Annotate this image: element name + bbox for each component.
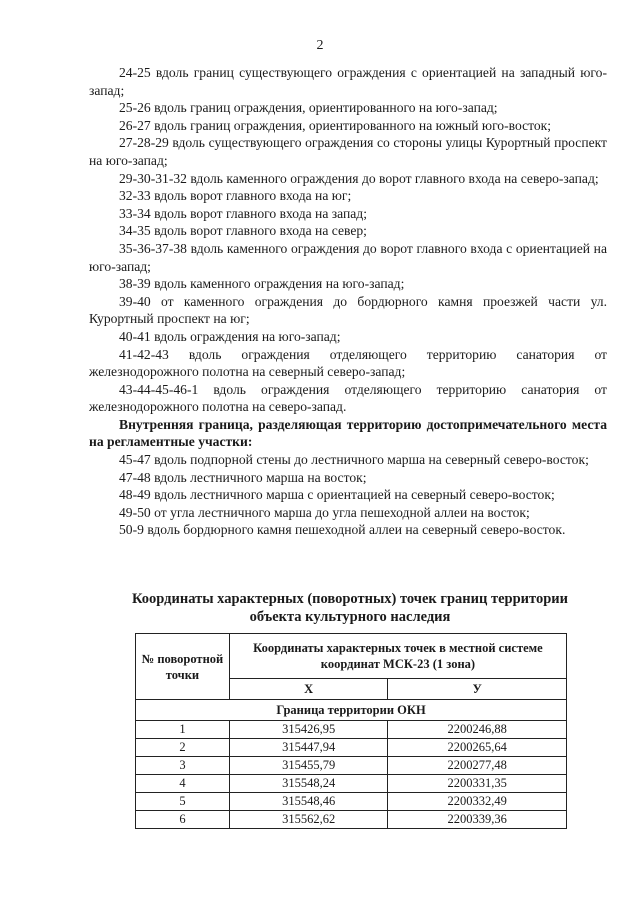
- coordinates-table: [135, 633, 567, 829]
- point-number: 5: [136, 793, 230, 811]
- paragraph: 45-47 вдоль подпорной стены до лестничного марша на северный северо-восток;: [119, 452, 589, 468]
- coord-y: 2200277,48: [388, 757, 567, 775]
- paragraph: 32-33 вдоль ворот главного входа на юг;: [119, 188, 352, 204]
- coord-x: 315562,62: [229, 811, 388, 829]
- coord-x: 315548,46: [229, 793, 388, 811]
- paragraph: 48-49 вдоль лестничного марша с ориентацией на северный северо-восток;: [119, 487, 555, 503]
- table-title-line: Координаты характерных (поворотных) точек границ территории: [132, 591, 568, 607]
- coord-x: 315447,94: [229, 739, 388, 757]
- column-header-point-number: № поворотной точки: [136, 634, 230, 700]
- table-section-label: Граница территории ОКН: [136, 700, 567, 721]
- page-number: 2: [316, 38, 324, 53]
- table-row: [136, 739, 567, 757]
- point-number: 4: [136, 775, 230, 793]
- coord-y: 2200246,88: [388, 721, 567, 739]
- paragraph: 34-35 вдоль ворот главного входа на север;: [119, 223, 367, 239]
- coord-y: 2200339,36: [388, 811, 567, 829]
- section-heading: Внутренняя граница, разделяющая территорию достопримечательного места на регламентные участки:: [89, 416, 607, 450]
- table-row: [136, 793, 567, 811]
- paragraph: 43-44-45-46-1 вдоль ограждения отделяющего территорию санатория от железнодорожного полотна на северо-запад.: [89, 381, 607, 415]
- coord-y: 2200331,35: [388, 775, 567, 793]
- paragraph: 35-36-37-38 вдоль каменного ограждения до ворот главного входа с ориентацией на юго-запад;: [89, 240, 607, 274]
- table-title-line: объекта культурного наследия: [249, 609, 451, 625]
- paragraph: 26-27 вдоль границ ограждения, ориентированного на южный юго-восток;: [119, 117, 552, 133]
- paragraph: 49-50 от угла лестничного марша до угла пешеходной аллеи на восток;: [119, 504, 530, 520]
- column-header-y: У: [388, 679, 567, 700]
- table-section-row: [136, 700, 567, 721]
- coord-x: 315455,79: [229, 757, 388, 775]
- paragraph: 33-34 вдоль ворот главного входа на запад;: [119, 205, 367, 221]
- table-row: [136, 757, 567, 775]
- paragraph: 27-28-29 вдоль существующего ограждения со стороны улицы Курортный проспект на юго-запад;: [89, 135, 607, 168]
- paragraph: 39-40 от каменного ограждения до бордюрного камня проезжей части ул. Курортный проспект на юг;: [89, 293, 607, 327]
- column-header-x: Х: [229, 679, 388, 700]
- table-row: [136, 775, 567, 793]
- point-number: 1: [136, 721, 230, 739]
- coord-y: 2200265,64: [388, 739, 567, 757]
- column-header-coordinates: Координаты характерных точек в местной системе координат МСК-23 (1 зона): [229, 634, 566, 679]
- table-title: [100, 590, 600, 626]
- table-row: [136, 721, 567, 739]
- paragraph: 47-48 вдоль лестничного марша на восток;: [119, 469, 367, 485]
- coord-x: 315548,24: [229, 775, 388, 793]
- document-body: [89, 64, 607, 539]
- coord-y: 2200332,49: [388, 793, 567, 811]
- paragraph: 41-42-43 вдоль ограждения отделяющего территорию санатория от железнодорожного полотна на северный северо-запад;: [89, 346, 607, 380]
- paragraph: 25-26 вдоль границ ограждения, ориентированного на юго-запад;: [119, 100, 498, 116]
- paragraph: 38-39 вдоль каменного ограждения на юго-запад;: [119, 276, 405, 292]
- point-number: 6: [136, 811, 230, 829]
- point-number: 2: [136, 739, 230, 757]
- paragraph: 29-30-31-32 вдоль каменного ограждения до ворот главного входа на северо-запад;: [119, 170, 599, 186]
- paragraph: 40-41 вдоль ограждения на юго-запад;: [119, 328, 341, 344]
- point-number: 3: [136, 757, 230, 775]
- paragraph: 50-9 вдоль бордюрного камня пешеходной аллеи на северный северо-восток.: [119, 522, 566, 538]
- paragraph: 24-25 вдоль границ существующего ограждения с ориентацией на западный юго-запад;: [89, 65, 607, 98]
- table-row: [136, 811, 567, 829]
- coord-x: 315426,95: [229, 721, 388, 739]
